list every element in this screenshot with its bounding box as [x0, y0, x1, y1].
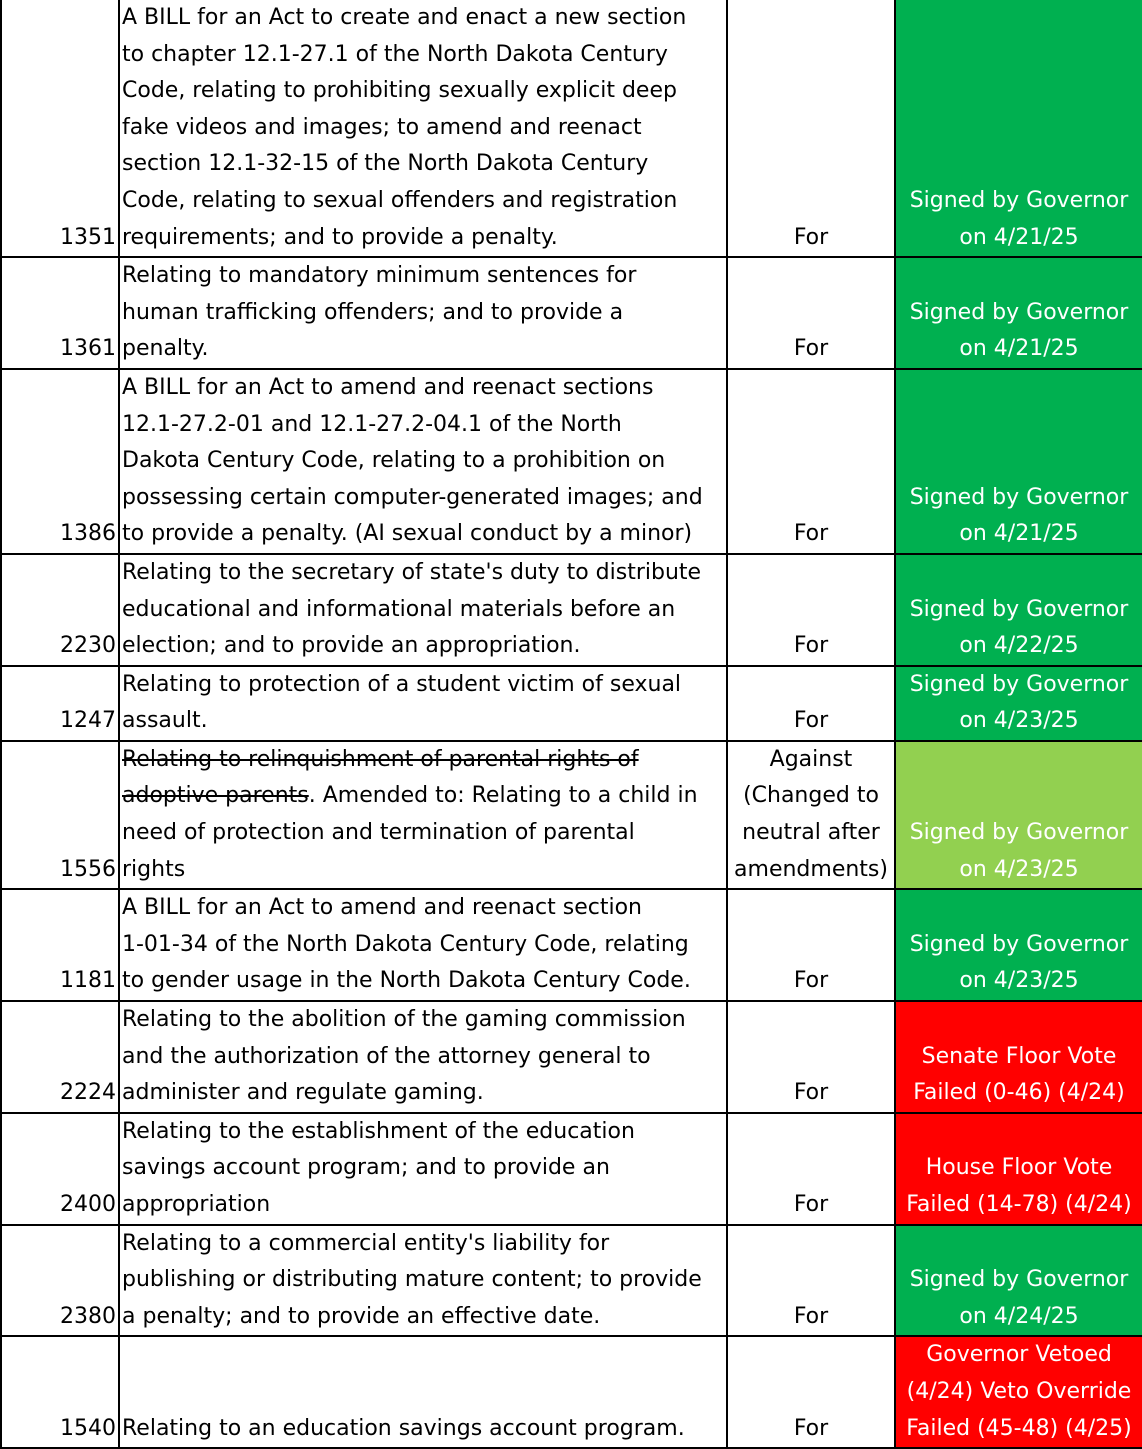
bill-position: For — [727, 0, 895, 257]
bill-position: Against (Changed to neutral after amendments) — [727, 741, 895, 889]
bill-number: 1556 — [1, 741, 119, 889]
bill-position: For — [727, 1225, 895, 1337]
bill-status: House Floor Vote Failed (14-78) (4/24) — [895, 1113, 1142, 1225]
bill-number: 2380 — [1, 1225, 119, 1337]
table-row — [1, 1113, 1142, 1225]
bill-description: Relating to a commercial entity's liability for publishing or distributing mature content; to provide a penalty; and to provide an effective date. — [119, 1225, 727, 1337]
table-row — [1, 741, 1142, 889]
table-row — [1, 257, 1142, 369]
struck-original-description: Relating to relinquishment of parental rights of adoptive parents — [122, 746, 639, 809]
table-row — [1, 369, 1142, 554]
bill-status: Signed by Governor on 4/21/25 — [895, 0, 1142, 257]
table-row — [1, 1336, 1142, 1448]
bill-status: Signed by Governor on 4/23/25 — [895, 666, 1142, 741]
amended-description: . Amended to: Relating to a child in need of protection and termination of parental rights — [122, 783, 698, 882]
bill-number: 1386 — [1, 369, 119, 554]
bill-description: A BILL for an Act to amend and reenact sections 12.1-27.2-01 and 12.1-27.2-04.1 of the North Dakota Century Code, relating to a prohibition on possessing certain computer-generated images; and to provide a penalty. (AI sexual conduct by a minor) — [119, 369, 727, 554]
bill-description: A BILL for an Act to create and enact a new section to chapter 12.1-27.1 of the North Dakota Century Code, relating to prohibiting sexually explicit deep fake videos and images; to amend and reenact section 12.1-32-15 of the North Dakota Century Code, relating to sexual offenders and registration requirements; and to provide a penalty. — [119, 0, 727, 257]
bill-position: For — [727, 1113, 895, 1225]
table-row — [1, 0, 1142, 257]
bill-position: For — [727, 1336, 895, 1448]
bill-number: 2230 — [1, 554, 119, 666]
bill-status: Signed by Governor on 4/23/25 — [895, 741, 1142, 889]
bill-description: Relating to an education savings account program. — [119, 1336, 727, 1448]
bill-number: 2400 — [1, 1113, 119, 1225]
bill-position: For — [727, 554, 895, 666]
bill-number: 1540 — [1, 1336, 119, 1448]
bill-position: For — [727, 889, 895, 1001]
table-row — [1, 1225, 1142, 1337]
table-row — [1, 554, 1142, 666]
bill-description: Relating to mandatory minimum sentences for human trafficking offenders; and to provide a penalty. — [119, 257, 727, 369]
bill-status: Senate Floor Vote Failed (0-46) (4/24) — [895, 1001, 1142, 1113]
bill-position: For — [727, 369, 895, 554]
bill-description: A BILL for an Act to amend and reenact section 1-01-34 of the North Dakota Century Code, relating to gender usage in the North Dakota Century Code. — [119, 889, 727, 1001]
bill-status: Signed by Governor on 4/21/25 — [895, 257, 1142, 369]
table-row — [1, 889, 1142, 1001]
bill-description: Relating to the abolition of the gaming commission and the authorization of the attorney general to administer and regulate gaming. — [119, 1001, 727, 1113]
bill-description: Relating to protection of a student victim of sexual assault. — [119, 666, 727, 741]
bill-table-body — [1, 0, 1142, 1448]
bill-number: 1247 — [1, 666, 119, 741]
bill-number: 1361 — [1, 257, 119, 369]
table-row — [1, 666, 1142, 741]
bill-position: For — [727, 1001, 895, 1113]
bill-status: Governor Vetoed (4/24) Veto Override Failed (45-48) (4/25) — [895, 1336, 1142, 1448]
bill-description: Relating to the secretary of state's duty to distribute educational and informational materials before an election; and to provide an appropriation. — [119, 554, 727, 666]
bill-description-amended — [119, 741, 727, 889]
bill-status: Signed by Governor on 4/24/25 — [895, 1225, 1142, 1337]
table-row — [1, 1001, 1142, 1113]
bill-number: 1181 — [1, 889, 119, 1001]
bill-status: Signed by Governor on 4/21/25 — [895, 369, 1142, 554]
bill-status: Signed by Governor on 4/22/25 — [895, 554, 1142, 666]
bill-number: 2224 — [1, 1001, 119, 1113]
bill-position: For — [727, 257, 895, 369]
bill-description: Relating to the establishment of the education savings account program; and to provide an appropriation — [119, 1113, 727, 1225]
bill-number: 1351 — [1, 0, 119, 257]
bill-status: Signed by Governor on 4/23/25 — [895, 889, 1142, 1001]
bill-position: For — [727, 666, 895, 741]
